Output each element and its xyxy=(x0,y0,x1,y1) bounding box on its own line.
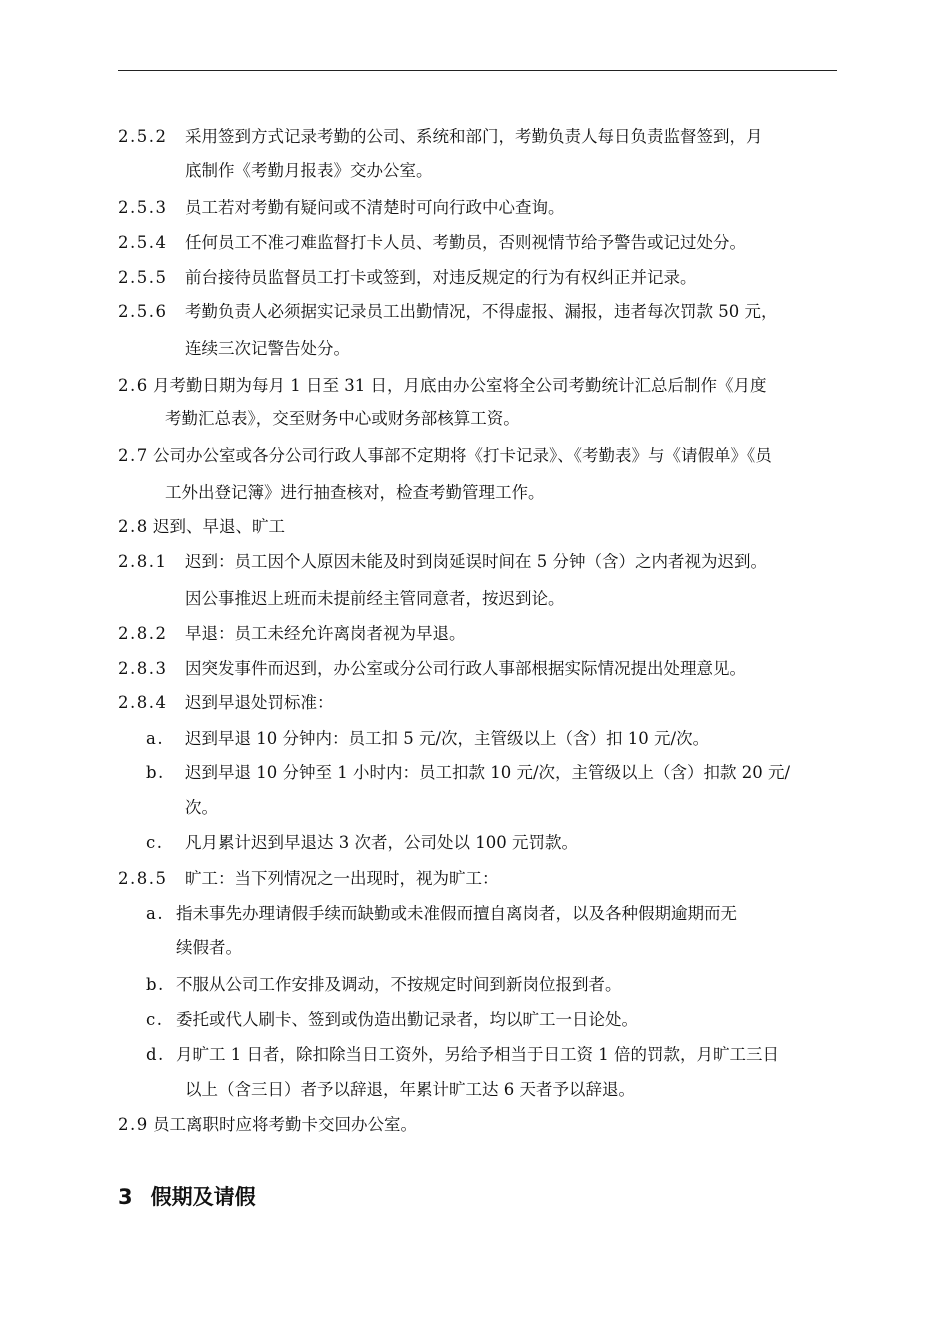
clause-text: 迟到、早退、旷工 xyxy=(153,517,285,536)
clause-text: 次。 xyxy=(185,798,218,817)
clause-text: 因公事推迟上班而未提前经主管同意者，按迟到论。 xyxy=(185,589,565,608)
clause-number: 2.8.1 xyxy=(118,552,168,571)
clause-number: c. xyxy=(146,833,164,852)
clause-text: 迟到：员工因个人原因未能及时到岗延误时间在 5 分钟（含）之内者视为迟到。 xyxy=(185,552,767,571)
clause-text: 员工离职时应将考勤卡交回办公室。 xyxy=(153,1115,417,1134)
clause-text: 不服从公司工作安排及调动，不按规定时间到新岗位报到者。 xyxy=(176,975,622,994)
clause-text: 考勤负责人必须据实记录员工出勤情况，不得虚报、漏报，违者每次罚款 50 元， xyxy=(185,302,778,321)
clause-text: 旷工：当下列情况之一出现时，视为旷工： xyxy=(185,869,499,888)
clause-number: c. xyxy=(146,1010,164,1029)
clause-text: 早退：员工未经允许离岗者视为早退。 xyxy=(185,624,466,643)
clause-text: 迟到早退 10 分钟内：员工扣 5 元/次，主管级以上（含）扣 10 元/次。 xyxy=(185,729,710,748)
clause-number: 2.5.2 xyxy=(118,127,168,146)
clause-text: 以上（含三日）者予以辞退，年累计旷工达 6 天者予以辞退。 xyxy=(185,1080,635,1099)
clause-text: 指未事先办理请假手续而缺勤或未准假而擅自离岗者，以及各种假期逾期而无 xyxy=(176,904,737,923)
clause-number: 2.5.4 xyxy=(118,233,168,252)
section-number: 3 xyxy=(118,1185,133,1209)
clause-number: a. xyxy=(146,904,165,923)
section-title: 假期及请假 xyxy=(150,1185,256,1209)
clause-text: 迟到早退处罚标准： xyxy=(185,693,334,712)
clause-number: a. xyxy=(146,729,165,748)
clause-text: 采用签到方式记录考勤的公司、系统和部门，考勤负责人每日负责监督签到，月 xyxy=(185,127,763,146)
section-heading xyxy=(118,1181,256,1211)
clause-number: 2.9 xyxy=(118,1115,149,1134)
clause-text: 连续三次记警告处分。 xyxy=(185,339,350,358)
clause-text: 月旷工 1 日者，除扣除当日工资外，另给予相当于日工资 1 倍的罚款，月旷工三日 xyxy=(176,1045,779,1064)
clause-number: 2.8 xyxy=(118,517,149,536)
clause-number: d. xyxy=(146,1045,165,1064)
header-rule xyxy=(118,70,837,71)
clause-number: 2.7 xyxy=(118,446,149,465)
clause-number: b. xyxy=(146,763,165,782)
clause-text: 员工若对考勤有疑问或不清楚时可向行政中心查询。 xyxy=(185,198,565,217)
clause-text: 前台接待员监督员工打卡或签到，对违反规定的行为有权纠正并记录。 xyxy=(185,268,697,287)
clause-text: 月考勤日期为每月 1 日至 31 日，月底由办公室将全公司考勤统计汇总后制作《月度 xyxy=(153,376,767,395)
clause-number: b. xyxy=(146,975,165,994)
clause-text: 公司办公室或各分公司行政人事部不定期将《打卡记录》、《考勤表》与《请假单》《员 xyxy=(153,446,772,465)
clause-number: 2.6 xyxy=(118,376,149,395)
clause-text: 委托或代人刷卡、签到或伪造出勤记录者，均以旷工一日论处。 xyxy=(176,1010,638,1029)
clause-number: 2.8.3 xyxy=(118,659,168,678)
clause-text: 迟到早退 10 分钟至 1 小时内：员工扣款 10 元/次，主管级以上（含）扣款 20 元/ xyxy=(185,763,791,782)
clause-number: 2.5.3 xyxy=(118,198,168,217)
clause-number: 2.8.2 xyxy=(118,624,168,643)
clause-text: 续假者。 xyxy=(176,938,242,957)
clause-text: 凡月累计迟到早退达 3 次者，公司处以 100 元罚款。 xyxy=(185,833,578,852)
clause-text: 考勤汇总表》，交至财务中心或财务部核算工资。 xyxy=(165,409,520,428)
clause-text: 工外出登记簿》进行抽查核对，检查考勤管理工作。 xyxy=(165,483,545,502)
clause-number: 2.8.4 xyxy=(118,693,168,712)
clause-text: 因突发事件而迟到，办公室或分公司行政人事部根据实际情况提出处理意见。 xyxy=(185,659,746,678)
clause-number: 2.5.5 xyxy=(118,268,168,287)
clause-text: 任何员工不准刁难监督打卡人员、考勤员，否则视情节给予警告或记过处分。 xyxy=(185,233,746,252)
clause-text: 底制作《考勤月报表》交办公室。 xyxy=(185,161,433,180)
clause-number: 2.5.6 xyxy=(118,302,168,321)
clause-number: 2.8.5 xyxy=(118,869,168,888)
